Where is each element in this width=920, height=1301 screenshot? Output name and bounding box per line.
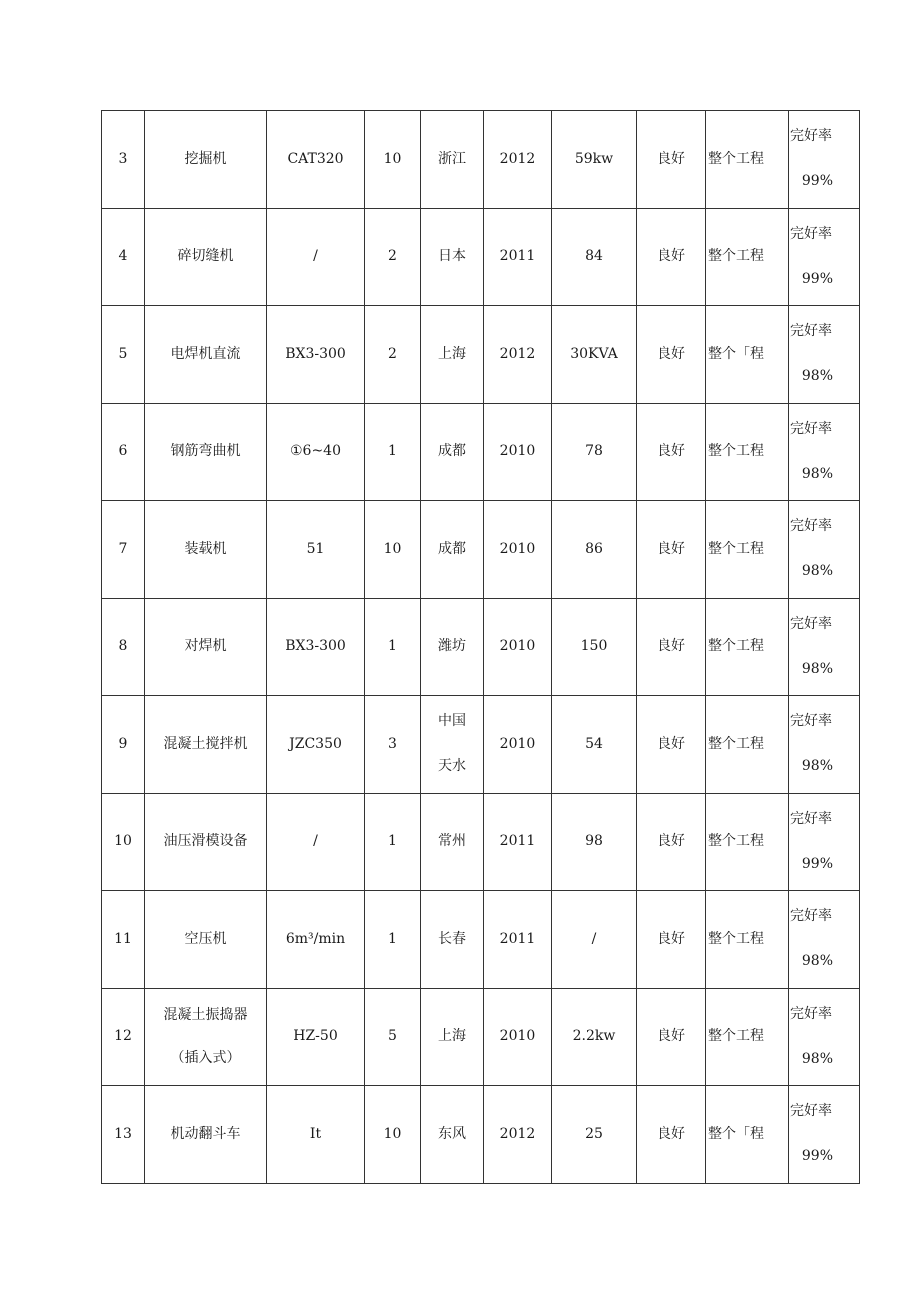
row-number: 5	[118, 345, 128, 362]
cell-rate	[789, 988, 860, 1086]
rated-power: 59kw	[574, 150, 614, 167]
row-number: 6	[118, 443, 128, 460]
cell-power	[552, 1086, 637, 1184]
cell-origin	[421, 793, 484, 891]
cell-year	[484, 306, 552, 404]
cell-no	[102, 891, 145, 989]
cell-status	[637, 208, 706, 306]
cell-model	[267, 793, 365, 891]
table-row	[102, 208, 860, 306]
equipment-origin: 上海	[438, 1028, 466, 1045]
manufacture-year: 2012	[499, 345, 536, 362]
cell-model	[267, 501, 365, 599]
intact-rate-label: 完好率	[790, 713, 832, 730]
equipment-origin-lines	[421, 713, 483, 775]
cell-qty	[365, 696, 421, 794]
intact-rate-label: 完好率	[790, 908, 832, 925]
equipment-quantity: 1	[388, 443, 397, 460]
usage-scope: 整个工程	[708, 930, 764, 947]
cell-name	[145, 891, 267, 989]
cell-rate	[789, 1086, 860, 1184]
cell-status	[637, 696, 706, 794]
equipment-model: ①6~40	[289, 443, 341, 460]
intact-rate-label: 完好率	[790, 1005, 832, 1022]
cell-status	[637, 306, 706, 404]
equipment-status: 良好	[657, 1125, 685, 1142]
usage-scope: 整个工程	[708, 248, 764, 265]
cell-origin	[421, 598, 484, 696]
table-body	[102, 111, 860, 1184]
cell-model	[267, 111, 365, 209]
equipment-name: 电焊机直流	[170, 345, 241, 362]
row-number: 11	[114, 930, 132, 947]
intact-rate	[789, 599, 859, 696]
rated-power: 30KVA	[570, 345, 618, 362]
intact-rate-label: 完好率	[790, 323, 832, 340]
equipment-quantity: 10	[383, 540, 402, 557]
intact-rate	[789, 1086, 859, 1183]
equipment-origin: 成都	[438, 540, 466, 557]
intact-rate-value: 99%	[801, 270, 833, 287]
cell-model	[267, 208, 365, 306]
cell-origin	[421, 1086, 484, 1184]
cell-name	[145, 988, 267, 1086]
intact-rate	[789, 306, 859, 403]
manufacture-year: 2011	[499, 248, 536, 265]
equipment-name-line: （插入式）	[170, 1049, 241, 1066]
equipment-origin: 常州	[438, 833, 466, 850]
cell-name	[145, 793, 267, 891]
cell-name	[145, 208, 267, 306]
cell-year	[484, 111, 552, 209]
table-row	[102, 988, 860, 1086]
manufacture-year: 2010	[499, 735, 536, 752]
cell-model	[267, 891, 365, 989]
intact-rate	[789, 404, 859, 501]
equipment-name-line: 混凝土振捣器	[163, 1006, 248, 1023]
cell-status	[637, 988, 706, 1086]
cell-usage	[706, 793, 789, 891]
cell-year	[484, 891, 552, 989]
cell-model	[267, 1086, 365, 1184]
cell-name	[145, 1086, 267, 1184]
table-row	[102, 598, 860, 696]
table-row	[102, 403, 860, 501]
cell-year	[484, 501, 552, 599]
cell-origin	[421, 891, 484, 989]
manufacture-year: 2011	[499, 833, 536, 850]
cell-year	[484, 793, 552, 891]
table-row	[102, 1086, 860, 1184]
cell-rate	[789, 501, 860, 599]
intact-rate	[789, 501, 859, 598]
cell-qty	[365, 598, 421, 696]
cell-origin	[421, 696, 484, 794]
cell-power	[552, 793, 637, 891]
intact-rate-value: 98%	[801, 465, 833, 482]
cell-rate	[789, 598, 860, 696]
equipment-model: 6m³/min	[285, 930, 346, 947]
equipment-name: 混凝土搅拌机	[163, 735, 248, 752]
manufacture-year: 2012	[499, 1125, 536, 1142]
equipment-quantity: 1	[388, 833, 397, 850]
manufacture-year: 2011	[499, 930, 536, 947]
cell-power	[552, 696, 637, 794]
cell-name	[145, 306, 267, 404]
cell-status	[637, 1086, 706, 1184]
equipment-name: 机动翻斗车	[170, 1125, 241, 1142]
intact-rate-label: 完好率	[790, 1103, 832, 1120]
cell-rate	[789, 696, 860, 794]
intact-rate-label: 完好率	[790, 420, 832, 437]
manufacture-year: 2010	[499, 1028, 536, 1045]
intact-rate-value: 99%	[801, 1148, 833, 1165]
cell-model	[267, 988, 365, 1086]
cell-no	[102, 598, 145, 696]
cell-no	[102, 793, 145, 891]
cell-name	[145, 403, 267, 501]
equipment-origin-line: 天水	[438, 758, 466, 775]
row-number: 7	[118, 540, 128, 557]
equipment-model: /	[313, 248, 318, 265]
rated-power: /	[591, 930, 597, 947]
cell-name	[145, 696, 267, 794]
cell-no	[102, 208, 145, 306]
equipment-origin-line: 中国	[438, 713, 466, 730]
manufacture-year: 2010	[499, 638, 536, 655]
cell-usage	[706, 891, 789, 989]
cell-usage	[706, 598, 789, 696]
equipment-model: It	[309, 1125, 322, 1142]
equipment-origin: 潍坊	[438, 638, 466, 655]
cell-name	[145, 598, 267, 696]
manufacture-year: 2012	[499, 150, 536, 167]
cell-status	[637, 501, 706, 599]
equipment-model: JZC350	[289, 735, 342, 752]
equipment-status: 良好	[657, 248, 685, 265]
table-row	[102, 111, 860, 209]
equipment-origin: 成都	[438, 443, 466, 460]
table-row	[102, 501, 860, 599]
cell-rate	[789, 306, 860, 404]
cell-power	[552, 598, 637, 696]
rated-power: 98	[585, 833, 603, 850]
cell-model	[267, 403, 365, 501]
rated-power: 2.2kw	[572, 1028, 616, 1045]
cell-usage	[706, 1086, 789, 1184]
cell-origin	[421, 208, 484, 306]
rated-power: 25	[585, 1125, 603, 1142]
cell-rate	[789, 891, 860, 989]
cell-origin	[421, 988, 484, 1086]
intact-rate	[789, 989, 859, 1086]
cell-power	[552, 501, 637, 599]
cell-name	[145, 111, 267, 209]
equipment-quantity: 10	[383, 1125, 402, 1142]
cell-no	[102, 501, 145, 599]
cell-qty	[365, 1086, 421, 1184]
row-number: 3	[118, 150, 128, 167]
cell-year	[484, 598, 552, 696]
equipment-status: 良好	[657, 638, 685, 655]
intact-rate	[789, 696, 859, 793]
equipment-quantity: 5	[388, 1028, 397, 1045]
equipment-status: 良好	[657, 540, 685, 557]
cell-no	[102, 696, 145, 794]
equipment-quantity: 1	[388, 930, 397, 947]
cell-origin	[421, 501, 484, 599]
intact-rate-label: 完好率	[790, 810, 832, 827]
row-number: 4	[118, 248, 128, 265]
intact-rate-value: 99%	[801, 173, 833, 190]
cell-origin	[421, 306, 484, 404]
cell-origin	[421, 403, 484, 501]
equipment-name: 挖掘机	[184, 150, 227, 167]
cell-no	[102, 111, 145, 209]
equipment-model: /	[313, 833, 318, 850]
cell-power	[552, 403, 637, 501]
equipment-status: 良好	[657, 930, 685, 947]
intact-rate	[789, 209, 859, 306]
cell-rate	[789, 111, 860, 209]
cell-usage	[706, 306, 789, 404]
cell-rate	[789, 208, 860, 306]
equipment-model: BX3-300	[285, 345, 346, 362]
rated-power: 54	[585, 735, 603, 752]
table-row	[102, 891, 860, 989]
equipment-quantity: 3	[388, 735, 397, 752]
equipment-model: CAT320	[287, 150, 344, 167]
equipment-status: 良好	[657, 1028, 685, 1045]
intact-rate-label: 完好率	[790, 518, 832, 535]
equipment-model: HZ-50	[293, 1028, 338, 1045]
cell-model	[267, 306, 365, 404]
cell-year	[484, 1086, 552, 1184]
cell-model	[267, 598, 365, 696]
usage-scope: 整个工程	[708, 540, 764, 557]
cell-name	[145, 501, 267, 599]
usage-scope: 整个工程	[708, 150, 764, 167]
cell-year	[484, 988, 552, 1086]
cell-qty	[365, 793, 421, 891]
cell-no	[102, 306, 145, 404]
cell-rate	[789, 793, 860, 891]
table-row	[102, 696, 860, 794]
intact-rate-label: 完好率	[790, 615, 832, 632]
cell-status	[637, 891, 706, 989]
intact-rate	[789, 891, 859, 988]
cell-usage	[706, 988, 789, 1086]
equipment-origin: 东风	[438, 1125, 466, 1142]
equipment-status: 良好	[657, 735, 685, 752]
equipment-origin: 浙江	[438, 150, 466, 167]
equipment-status: 良好	[657, 833, 685, 850]
cell-qty	[365, 403, 421, 501]
cell-status	[637, 111, 706, 209]
cell-qty	[365, 111, 421, 209]
cell-status	[637, 793, 706, 891]
row-number: 10	[114, 833, 132, 850]
cell-year	[484, 403, 552, 501]
rated-power: 78	[585, 443, 603, 460]
equipment-status: 良好	[657, 345, 685, 362]
equipment-quantity: 2	[388, 248, 397, 265]
intact-rate-value: 98%	[801, 660, 833, 677]
cell-no	[102, 988, 145, 1086]
cell-year	[484, 696, 552, 794]
intact-rate-value: 98%	[801, 953, 833, 970]
intact-rate-value: 98%	[801, 1050, 833, 1067]
equipment-table	[101, 110, 860, 1184]
cell-no	[102, 403, 145, 501]
equipment-name: 碎切缝机	[177, 248, 234, 265]
intact-rate	[789, 794, 859, 891]
equipment-origin: 日本	[438, 248, 466, 265]
intact-rate	[789, 111, 859, 208]
equipment-quantity: 1	[388, 638, 397, 655]
rated-power: 150	[580, 638, 608, 655]
equipment-model: 51	[306, 540, 325, 557]
equipment-model: BX3-300	[285, 638, 346, 655]
row-number: 9	[118, 735, 128, 752]
cell-usage	[706, 501, 789, 599]
cell-qty	[365, 208, 421, 306]
cell-usage	[706, 208, 789, 306]
intact-rate-value: 98%	[801, 758, 833, 775]
equipment-name: 对焊机	[184, 638, 227, 655]
usage-scope: 整个工程	[708, 443, 764, 460]
cell-status	[637, 598, 706, 696]
usage-scope: 整个工程	[708, 1028, 764, 1045]
intact-rate-label: 完好率	[790, 225, 832, 242]
equipment-name: 油压滑模设备	[163, 833, 248, 850]
cell-power	[552, 891, 637, 989]
equipment-name-lines	[145, 1007, 266, 1067]
cell-qty	[365, 501, 421, 599]
cell-power	[552, 111, 637, 209]
equipment-status: 良好	[657, 443, 685, 460]
cell-origin	[421, 111, 484, 209]
row-number: 12	[114, 1028, 132, 1045]
rated-power: 86	[585, 540, 603, 557]
cell-power	[552, 988, 637, 1086]
equipment-status: 良好	[657, 150, 685, 167]
cell-qty	[365, 891, 421, 989]
equipment-name: 装载机	[184, 540, 227, 557]
cell-power	[552, 306, 637, 404]
equipment-origin: 长春	[438, 930, 466, 947]
intact-rate-value: 98%	[801, 563, 833, 580]
cell-qty	[365, 988, 421, 1086]
table-row	[102, 793, 860, 891]
row-number: 8	[118, 638, 128, 655]
equipment-quantity: 2	[388, 345, 397, 362]
cell-no	[102, 1086, 145, 1184]
equipment-origin: 上海	[438, 345, 466, 362]
cell-power	[552, 208, 637, 306]
table-row	[102, 306, 860, 404]
cell-usage	[706, 403, 789, 501]
cell-status	[637, 403, 706, 501]
cell-usage	[706, 111, 789, 209]
equipment-quantity: 10	[383, 150, 402, 167]
manufacture-year: 2010	[499, 540, 536, 557]
cell-model	[267, 696, 365, 794]
intact-rate-value: 98%	[801, 368, 833, 385]
manufacture-year: 2010	[499, 443, 536, 460]
usage-scope: 整个工程	[708, 638, 764, 655]
row-number: 13	[114, 1125, 132, 1142]
usage-scope: 整个工程	[708, 833, 764, 850]
intact-rate-label: 完好率	[790, 128, 832, 145]
usage-scope: 整个「程	[708, 345, 764, 362]
rated-power: 84	[585, 248, 603, 265]
cell-rate	[789, 403, 860, 501]
cell-qty	[365, 306, 421, 404]
usage-scope: 整个「程	[708, 1125, 764, 1142]
equipment-name: 空压机	[184, 930, 227, 947]
equipment-name: 钢筋弯曲机	[170, 443, 241, 460]
cell-year	[484, 208, 552, 306]
cell-usage	[706, 696, 789, 794]
usage-scope: 整个工程	[708, 735, 764, 752]
intact-rate-value: 99%	[801, 855, 833, 872]
